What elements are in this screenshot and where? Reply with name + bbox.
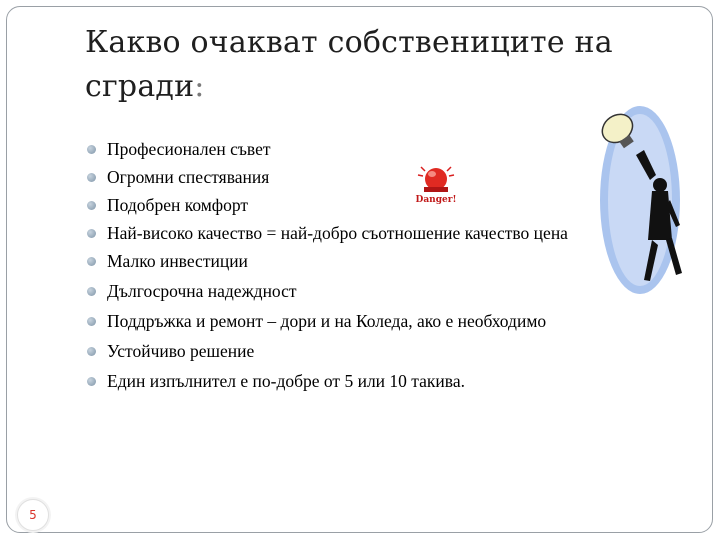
list-item [85,369,685,393]
bullet-icon [87,347,96,356]
list-item-text: Дългосрочна надеждност [107,281,297,301]
list-item [85,339,685,363]
list-item-text: Малко инвестиции [107,251,248,271]
bullet-icon [87,229,96,238]
bullet-icon [87,257,96,266]
list-item-text: Огромни спестявания [107,167,270,187]
bullet-icon [87,145,96,154]
slide [6,6,713,533]
businessman-with-lightbulb-icon [592,105,682,295]
bullet-icon [87,201,96,210]
slide-title [85,21,685,109]
list-item-text: Подобрен комфорт [107,195,249,215]
slide-title-text: Какво очакват собствениците на сгради [85,25,613,104]
list-item-text: Най-високо качество = най-добро съотношение качество цена [107,223,568,243]
slide-title-colon: : [194,69,205,104]
bullet-icon [87,377,96,386]
bullet-icon [87,317,96,326]
list-item-text: Един изпълнител е по-добре от 5 или 10 такива. [107,371,465,391]
list-item-text: Устойчиво решение [107,341,255,361]
danger-alarm-icon [411,161,461,205]
danger-label: Danger! [415,195,457,205]
list-item-text: Поддръжка и ремонт – дори и на Коледа, ако е необходимо [107,311,547,331]
page-number: 5 [17,499,49,531]
bullet-icon [87,173,96,182]
list-item-text: Професионален съвет [107,139,271,159]
list-item [85,309,685,333]
bullet-icon [87,287,96,296]
